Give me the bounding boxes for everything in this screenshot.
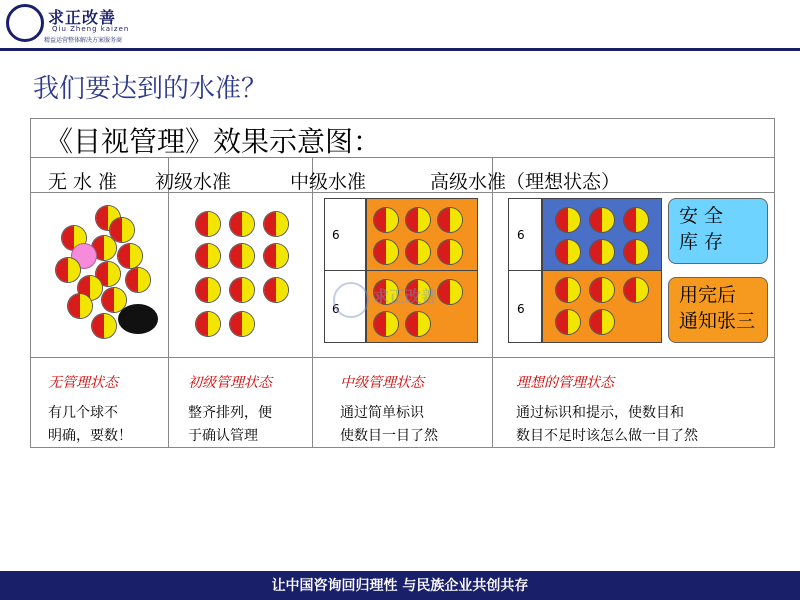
ball-icon bbox=[590, 208, 614, 232]
ball-icon bbox=[264, 244, 288, 268]
ball-icon bbox=[230, 244, 254, 268]
ball-icon bbox=[196, 212, 220, 236]
ball-icon bbox=[230, 312, 254, 336]
ball-icon bbox=[624, 240, 648, 264]
ball-icon bbox=[406, 240, 430, 264]
middle-count-top: 6 bbox=[332, 228, 340, 242]
ball-icon bbox=[264, 212, 288, 236]
middle-count-bottom: 6 bbox=[332, 302, 340, 316]
desc-high bbox=[516, 402, 698, 448]
safety-stock-callout bbox=[668, 198, 768, 264]
watermark-text: 求正改善 bbox=[373, 287, 438, 306]
ball-icon bbox=[374, 240, 398, 264]
black-ball-icon bbox=[118, 304, 158, 334]
col-label-basic: 初级水准 bbox=[155, 171, 232, 193]
middle-rack-divider bbox=[366, 270, 478, 271]
col-label-middle: 中级水准 bbox=[290, 171, 367, 193]
col-divider-1 bbox=[168, 157, 169, 448]
ball-icon bbox=[56, 258, 80, 282]
safety-stock-line-2: 库 存 bbox=[679, 231, 724, 253]
image-divider bbox=[30, 357, 775, 358]
desc-none-line-1: 有几个球不 bbox=[48, 405, 118, 421]
ball-icon bbox=[438, 240, 462, 264]
logo-name: 求正改善 bbox=[48, 8, 117, 27]
notify-line-1: 用完后 bbox=[679, 284, 737, 306]
col-label-high: 高级水准（理想状态） bbox=[430, 171, 621, 193]
ball-icon bbox=[556, 240, 580, 264]
ball-icon bbox=[126, 268, 150, 292]
desc-middle-line-2: 使数目一目了然 bbox=[340, 428, 438, 444]
category-middle: 中级管理状态 bbox=[340, 375, 424, 391]
ball-icon bbox=[230, 278, 254, 302]
watermark-logo-icon bbox=[333, 282, 369, 318]
middle-count-divider bbox=[324, 270, 366, 271]
high-count-bottom: 6 bbox=[517, 302, 525, 316]
desc-none bbox=[48, 402, 132, 448]
ball-icon bbox=[196, 312, 220, 336]
ball-icon bbox=[118, 244, 142, 268]
footer-slogan: 让中国咨询回归理性 与民族企业共创共存 bbox=[271, 578, 529, 594]
ball-icon bbox=[556, 208, 580, 232]
category-basic: 初级管理状态 bbox=[188, 375, 272, 391]
slide-title: 我们要达到的水准？ bbox=[33, 74, 268, 104]
company-logo-icon bbox=[6, 4, 44, 42]
ball-icon bbox=[556, 278, 580, 302]
ball-icon bbox=[556, 310, 580, 334]
label-divider bbox=[30, 192, 775, 193]
ball-icon bbox=[92, 314, 116, 338]
desc-middle bbox=[340, 402, 438, 448]
ball-icon bbox=[264, 278, 288, 302]
ball-icon bbox=[438, 208, 462, 232]
ball-icon bbox=[196, 244, 220, 268]
high-count-divider bbox=[508, 270, 542, 271]
safety-stock-line-1: 安 全 bbox=[679, 205, 724, 227]
header-divider bbox=[0, 48, 800, 51]
ball-icon bbox=[406, 208, 430, 232]
desc-none-line-2: 明确，要数！ bbox=[48, 428, 132, 444]
col-divider-2 bbox=[312, 157, 313, 448]
ball-icon bbox=[590, 278, 614, 302]
desc-basic bbox=[188, 402, 272, 448]
ball-icon bbox=[68, 294, 92, 318]
desc-high-line-2: 数目不足时该怎么做一目了然 bbox=[516, 428, 698, 444]
ball-icon bbox=[230, 212, 254, 236]
col-divider-3 bbox=[492, 157, 493, 448]
ball-icon bbox=[110, 218, 134, 242]
ball-icon bbox=[196, 278, 220, 302]
ball-icon bbox=[590, 240, 614, 264]
desc-high-line-1: 通过标识和提示，使数目和 bbox=[516, 405, 684, 421]
ball-icon bbox=[590, 310, 614, 334]
diagram-title: 《目视管理》效果示意图： bbox=[45, 125, 382, 158]
desc-basic-line-1: 整齐排列，便 bbox=[188, 405, 272, 421]
high-count-top: 6 bbox=[517, 228, 525, 242]
logo-subtitle: 精益运营整体解决方案服务商 bbox=[44, 37, 123, 44]
desc-middle-line-1: 通过简单标识 bbox=[340, 405, 424, 421]
notify-callout bbox=[668, 277, 768, 343]
category-none: 无管理状态 bbox=[48, 375, 118, 391]
logo-pinyin: Qiu Zheng kaizen bbox=[52, 25, 130, 33]
notify-line-2: 通知张三 bbox=[679, 310, 756, 332]
ball-icon bbox=[624, 208, 648, 232]
col-label-none: 无水准 bbox=[48, 171, 124, 193]
category-high: 理想的管理状态 bbox=[516, 375, 614, 391]
desc-basic-line-2: 于确认管理 bbox=[188, 428, 258, 444]
watermark bbox=[333, 280, 473, 320]
ball-icon bbox=[374, 208, 398, 232]
ball-icon bbox=[624, 278, 648, 302]
